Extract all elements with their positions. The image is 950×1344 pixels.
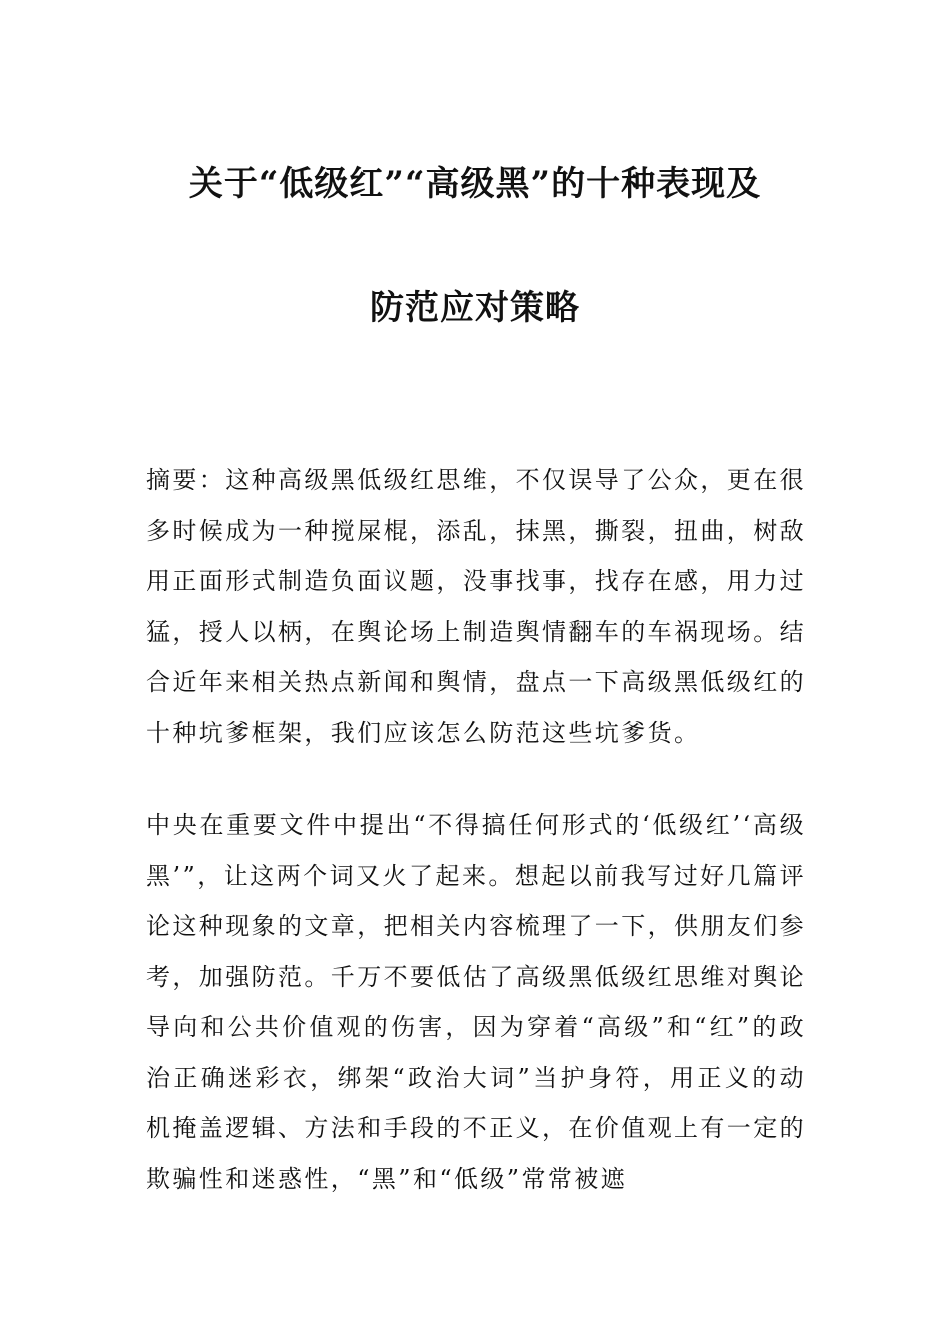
document-title-line-1: 关于“低级红”“高级黑”的十种表现及 <box>188 164 762 204</box>
document-title-line-2: 防范应对策略 <box>370 288 580 328</box>
body-paragraph: 中央在重要文件中提出“不得搞任何形式的‘低级红’‘高级黑’”，让这两个词又火了起来。想起以前我写过好几篇评论这种现象的文章，把相关内容梳理了一下，供朋友们参考，加强防范。千万不要低估了高级黑低级红思维对舆论导向和公共价值观的伤害，因为穿着“高级”和“红”的政治正确迷彩衣，绑架“政治大词”当护身符，用正义的动机掩盖逻辑、方法和手段的不正义，在价值观上有一定的欺骗性和迷惑性，“黑”和“低级”常常被遮 <box>146 811 806 1193</box>
abstract-paragraph: 摘要：这种高级黑低级红思维，不仅误导了公众，更在很多时候成为一种搅屎棍，添乱，抹黑，撕裂，扭曲，树敌用正面形式制造负面议题，没事找事，找存在感，用力过猛，授人以柄，在舆论场上制造舆情翻车的车祸现场。结合近年来相关热点新闻和舆情，盘点一下高级黑低级红的十种坑爹框架，我们应该怎么防范这些坑爹货。 <box>146 466 806 747</box>
